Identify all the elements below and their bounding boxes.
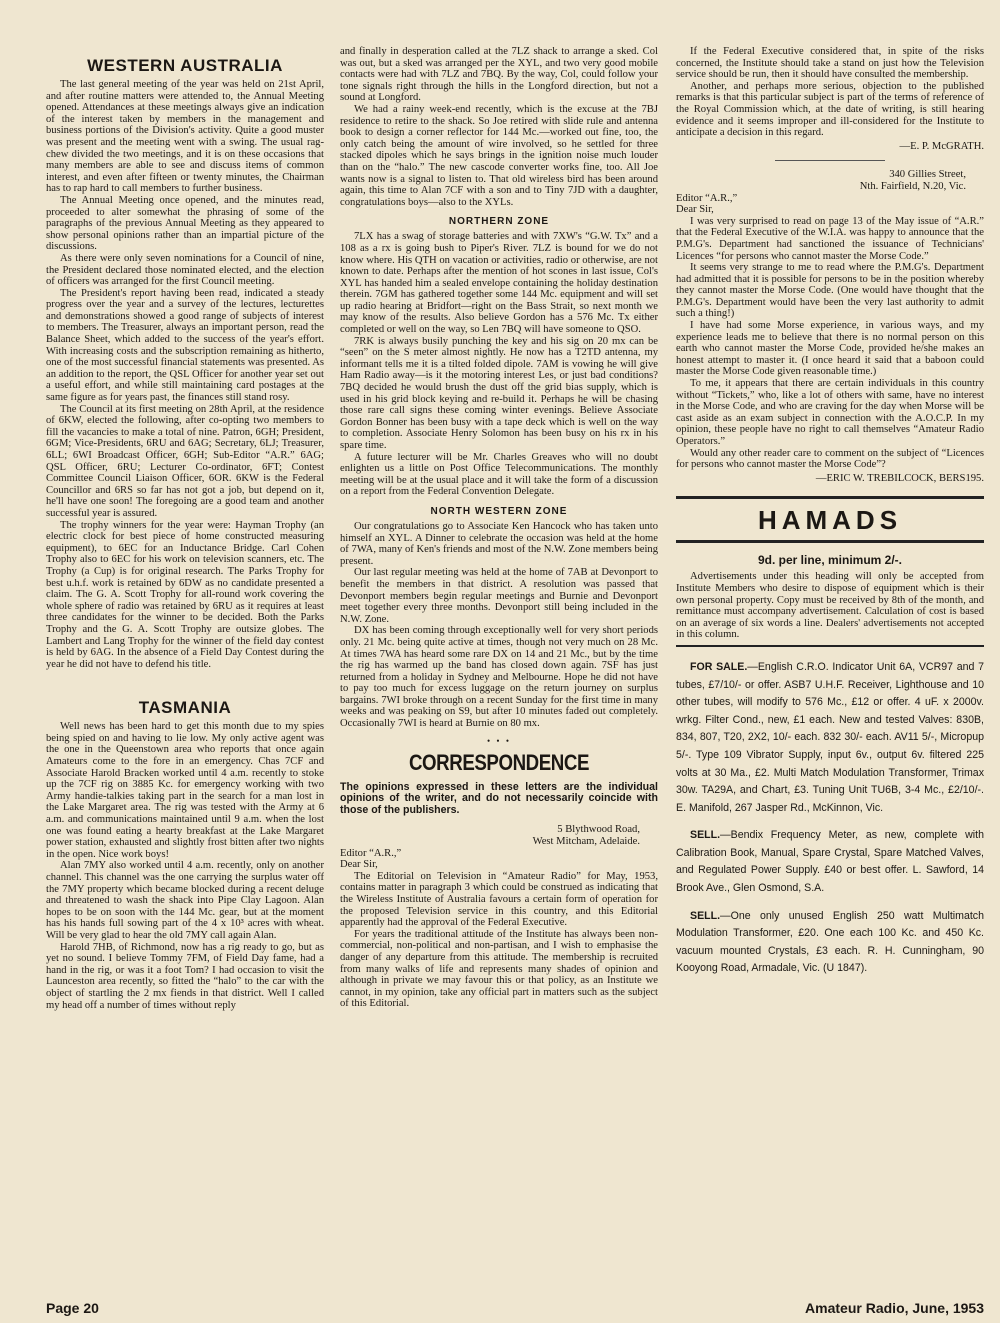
- hamads-intro: Advertisements under this heading will only be accepted from Institute Members who desire to dispose of equipment which is their own personal property. Copy must be received by 8th of the month, and remittance must accompany advertisement. Calculation of cost is based on an average of six words a line. Dealers' advertisements not accepted in this column.: [676, 571, 984, 641]
- letter2-salutation: Editor “A.R.,”: [676, 192, 738, 204]
- ad-lead: SELL.: [690, 829, 721, 842]
- heading-north-western-zone: NORTH WESTERN ZONE: [430, 505, 568, 517]
- ad-text: —Bendix Frequency Meter, as new, complete with Calibration Book, Manual, Spare Crystal, Spare Matched Valves, and Regulated Power Supply. £40 or best offer. L. Sawford, 14 Brook Ave., Glen Osmond, S.A.: [676, 829, 984, 895]
- tas-paragraph: and finally in desperation called at the 7LZ shack to arrange a sked. Col was out, but a sked was arranged per the XYL, and two very good mobile contacts were had with 7LZ and 7BQ. By the way, Col, could follow your tone signals right through the hills in the Longford direction, but not a sound at Longford.: [340, 46, 658, 104]
- ad-text: —English C.R.O. Indicator Unit 6A, VCR97 and 7 tubes, £7/10/- or offer. ASB7 U.H.F. Receiver, Lighthouse and 10 other tubes, will modify to 576 Mc., £12 or offer. 4 uF. x 2000v. wrkg. Filter Cond., new, £1 each. New and tested Valves: 830B, 834, 807, T20, 2X2, 10/- each. 832 30/- each. AV11 5/-, Micropup 5/-. Type 109 Vibrator Supply, input 6v., output 6v. filtered 225 volts at 30 Ma., £2. Multi Match Modulation Transformer, Trimax 30w. TA29A, and Chart, £3. Tuning Unit TU6B, 3-4 Mc., £2/10/-. E. Manifold, 267 Jasper Rd., McKinnon, Vic.: [676, 660, 984, 814]
- wa-paragraph: The trophy winners for the year were: Hayman Trophy (an electric clock for best piece of home constructed measuring equipment), to 6EC for an Inductance Bridge. Carl Cohen Trophy also to 6EC for his work on television scanners, etc. The Trophy (a Cup) is for original research. The Parks Trophy for best u.h.f. work is retained by 6DW as no candidate presented a claim. The G. A. Scott Trophy for all-round work covering the whole sphere of radio was retained by 6RU as it requires at least three candidates for the winner to be decided. Both the Parks Trophy and the G. A. Scott Trophy are outsize globes. The Lambert and Lang Trophy for the winner of the field day contest is held by 6AG. In the absence of a Field Day Contest during the year he did not have to defend his title.: [46, 519, 324, 670]
- heading-western-australia: WESTERN AUSTRALIA: [87, 56, 283, 75]
- classified-ad: [676, 827, 984, 897]
- letter1-salutation: Editor “A.R.,”: [340, 847, 402, 859]
- letter2-address-line2: Nth. Fairfield, N.20, Vic.: [859, 180, 966, 192]
- nz-paragraph: 7LX has a swag of storage batteries and with 7XW's “G.W. Tx” and a 108 as a rx is going bush to Piper's River. 7LZ is bound for we do not know where. His QTH on vacation or activities, radio or otherwise, are not known to date. Perhaps after the mention of hot scones in last issue, Col's XYL has handed him a sealed envelope containing the holiday destination therein. 7GM has gathered together some 144 Mc. equipment and will set up radio hearing at Bridfort—right on the Bass Strait, so next month we may know of the results. Also believe Gordon has a 576 Mc. Tx either completed or well on the way, so Len 7BQ will have someone to QSO.: [340, 231, 658, 336]
- wa-paragraph: The President's report having been read, indicated a steady progress over the year and a survey of the lectures, lecturettes and demonstrations showed a good range of subjects of interest to members. The Treasurer, always an important person, read the Balance Sheet, which added to the success of the year's effort. With increasing costs and the subscription remaining as hitherto, one of the most successful financial statements was presented. As an addition to the report, the QSL Officer for another year set out a useful effort, and while still maintaining card postages at the same figure as for years past, the finances still stand rosy.: [46, 287, 324, 404]
- hamads-rate: 9d. per line, minimum 2/-.: [757, 553, 903, 568]
- letter2-paragraph: I have had some Morse experience, in various ways, and my experience leads me to believe that there is no normal person on this earth who cannot master the Morse Code, provided he/she makes an honest attempt to master it. (I once heard it said that a baboon could master the Morse Code given reasonable time.): [676, 320, 984, 378]
- nz-paragraph: 7RK is always busily punching the key and his sig on 20 mx can be “seen” on the S meter almost nightly. He now has a T2TD antenna, my informant tells me it is a tilted folded dipole. 7AM is vowing he will give Ham Radio away—is it the motoring interest Les, or just bad conditions? 7BQ decided he would brush the dust off the grid bias supply, which is used in his grid block keying and re-build it. Perhaps he will be chasing those rare call signs these coming winter evenings. Believe Associate Gordon Bonner has been busy with a tape deck which is well on the way to completion. Associate Henry Solomon has been busy on his rx in his spare time.: [340, 335, 658, 451]
- hamads-header-box: [676, 496, 984, 543]
- ad-lead: SELL.: [690, 909, 721, 922]
- letter2-dear-sir: Dear Sir,: [676, 204, 714, 216]
- letter1-address-line2: West Mitcham, Adelaide.: [532, 836, 640, 848]
- heading-tasmania: TASMANIA: [138, 698, 232, 718]
- letter-divider: [775, 160, 885, 161]
- column-left: [46, 46, 324, 1290]
- letter2-paragraph: To me, it appears that there are certain individuals in this country without “Tickets,” who, like a lot of others with same, have no interest in the Morse Code, and who are craving for the day when Morse will be cast aside as an exam subject in connection with the A.O.C.P. In my opinion, these people have no right to call themselves “Amateur Radio Operators.”: [676, 378, 984, 447]
- tas-paragraph: Harold 7HB, of Richmond, now has a rig ready to go, but as yet no sound. I believe Tommy 7FM, of Field Day fame, had a hand in the rig, or was it a foot Tom? I had occasion to visit the Launceston area recently, so fitted the “halo” to the car with the object of startling the 2 mx fiends in that district. Well I called my head off a number of times without reply: [46, 941, 324, 1011]
- page-number: Page 20: [46, 1300, 99, 1316]
- tas-paragraph: We had a rainy week-end recently, which is the excuse at the 7BJ residence to retire to the shack. So Joe retired with slide rule and antenna book to design a corner reflector for 144 Mc.—worked out fine, too, the only catch being the amount of wire involved, so he settled for three stacked dipoles which he says brings in the ignition noise much louder than on the “halo.” The new cascode converter works fine, too. All Joe wants now is a signal to listen to. That old wireless bird has been around again, this time to Alan 7CF with a son and to Tiny 7JD with a daughter, congratulations boys—also to the XYLs.: [340, 103, 658, 208]
- heading-northern-zone: NORTHERN ZONE: [448, 216, 550, 228]
- column-middle: [340, 46, 658, 1290]
- ad-lead: FOR SALE.: [690, 660, 748, 673]
- heading-hamads: HAMADS: [757, 505, 903, 536]
- heading-correspondence: CORRESPONDENCE: [408, 749, 590, 775]
- nwz-paragraph: Our last regular meeting was held at the home of 7AB at Devonport to benefit the members in that district. A resolution was passed that Devonport members begin regular meetings and Burnie and Devonport meet together every three months. Devonport still being included in the N.W. Zone.: [340, 567, 658, 625]
- letter2-signature: —ERIC W. TREBILCOCK, BERS195.: [815, 472, 984, 484]
- letter1-paragraph: For years the traditional attitude of the Institute has always been non-commercial, non-political and non-partisan, and I wish to emphasise the danger of any departure from this attitude. The membership is recruited from many walks of life and represents many shades of opinion and although in private we may favour this or that policy, as an Institute we cannot, in my opinion, take any official part in matters such as the subject of this Editorial.: [340, 928, 658, 1010]
- nz-paragraph: A future lecturer will be Mr. Charles Greaves who will no doubt enlighten us a little on Post Office Telecommunications. The monthly meeting will be at the usual place and it will take the form of a discussion on a report from the Federal Convention Delegate.: [340, 451, 658, 498]
- letter1-paragraph: The Editorial on Television in “Amateur Radio” for May, 1953, contains matter in paragraph 3 which could be construed as indicating that the Wireless Institute of Australia favours a certain form of operation for the proposed Television service in this country, and this Editorial apparently had the approval of the Federal Executive.: [340, 870, 658, 929]
- wa-paragraph: The last general meeting of the year was held on 21st April, and after routine matters were attended to, the Annual Meeting opened. Attendances at these meetings always give an indication of the interest taken by members in the management and business portions of the Division's activity. Quite a good muster was present and the meeting went with a swing. The usual rag-chew divided the two meetings, and it is on these occasions that many members are able to see and discuss items of common interest, and even after fifteen or twenty minutes, the Chairman has to rap hard to call members to further business.: [46, 79, 324, 195]
- nwz-paragraph: Our congratulations go to Associate Ken Hancock who has taken unto himself an XYL. A Dinner to celebrate the occasion was held at the home of 7WA, many of Ken's friends and most of the N.W. Zone members being present.: [340, 520, 658, 567]
- wa-paragraph: The Annual Meeting once opened, and the minutes read, proceeded to alter somewhat the phrasing of some of the paragraphs of the previous Annual Meeting as they appeared to show personal opinions rather than an impartial picture of the discussions.: [46, 194, 324, 253]
- hamads-divider: [676, 645, 984, 647]
- wa-paragraph: The Council at its first meeting on 28th April, at the residence of 6KW, elected the following, after co-opting two members to fill the vacancies to make a total of nine. Patron, 6GH; President, 6GM; Vice-Presidents, 6RU and 6AG; Secretary, 6LJ; Treasurer, 6LL; 6WI Broadcast Officer, 6GH; Sub-Editor “A.R.” 6AG; QSL Officer, 6RU; Lecturer Co-ordinator, 6FT; Contest Committee Council Liaison Officer, 6OR. 6KW is the Federal Councillor and 6RS so far has not got a job, but depend on it, he'll have one soon! The foregoing are a good team and another successful year is assured.: [46, 403, 324, 519]
- classified-ad: [676, 659, 984, 817]
- letter1-paragraph: If the Federal Executive considered that, in spite of the risks concerned, the Institute should take a stand on just how the Television service should be run, then it should have consulted the membership.: [676, 46, 984, 81]
- nwz-paragraph: DX has been coming through exceptionally well for very short periods only. 21 Mc. being quite active at times, though not very much on 28 Mc. At times 7WA has heard some rare DX on 14 and 21 Mc., but by the time the rig has warmed up the band has closed down again. 7SF has just returned from a holiday in Sydney and Melbourne. Hope he did not have to pay too much for excess luggage on the return journey on surplus bargains. 7WI broke through on a recent Sunday for the first time in many weeks and was peaking on S9, but after 10 minutes faded out completely. Occasionally 7WI is heard at Burnie on 80 mx.: [340, 625, 658, 730]
- letter2-paragraph: Would any other reader care to comment on the subject of “Licences for persons who cannot master the Morse Code”?: [676, 447, 984, 471]
- letter1-paragraph: Another, and perhaps more serious, objection to the published remarks is that this particular subject is part of the terms of reference of the Royal Commission which, at the date of writing, is still hearing evidence and it seems improper and ill-considered for the Institute to anticipate a decision in this regard.: [676, 80, 984, 139]
- classified-ad: [676, 908, 984, 978]
- ad-text: —One only unused English 250 watt Multimatch Modulation Transformer, £20. One each 100 Kc. and 450 Kc. vacuum mounted Crystals, £3 each. R. H. Cunningham, 90 Kooyong Road, Armadale, Vic. (U 1847).: [676, 909, 984, 975]
- letter2-paragraph: I was very surprised to read on page 13 of the May issue of “A.R.” that the Federal Executive of the W.I.A. was happy to announce that the P.M.G's. Department had sanctioned the issuance of Technicians' Licences “for persons who cannot master the Morse Code.”: [676, 215, 984, 262]
- publication-footer: Amateur Radio, June, 1953: [805, 1300, 984, 1316]
- letter2-paragraph: It seems very strange to me to read where the P.M.G's. Department had admitted that it is possible for persons to be in the position whereby they cannot master the Morse Code. (One would have thought that the P.M.G's. Department would have been the very last authority to admit such a thing!): [676, 262, 984, 320]
- column-right: [676, 46, 984, 1290]
- wa-paragraph: As there were only seven nominations for a Council of nine, the President declared those nominated elected, and the election of officers was arranged for the first Council meeting.: [46, 252, 324, 288]
- tas-paragraph: Well news has been hard to get this month due to my spies being spied on and having to lie low. My only active agent was the one in the Queenstown area who reports that once again Amateurs come to the fore in an emergency. Chas 7CF and Associate Harold Bracken worked until 4 a.m. recently to stoke up the 7CF rig on 3885 Kc. for emergency working with two Army handie-talkies taking part in the search for a man lost in the Lake Margaret area. The rig was tested with the Army at 6 a.m. and communications maintained until 9 a.m. when the lost one was found eating a hearty breakfast at the Lake Margaret power station, exhausted and slightly frost bitten after two nights in the open. Nice work boys!: [46, 721, 324, 860]
- letter1-signature: —E. P. McGRATH.: [899, 140, 984, 152]
- section-end-mark: • • •: [487, 735, 511, 746]
- letter2-address-line1: 340 Gillies Street,: [889, 169, 966, 181]
- letter1-address-line1: 5 Blythwood Road,: [557, 824, 640, 836]
- tas-paragraph: Alan 7MY also worked until 4 a.m. recently, only on another channel. This channel was the one carrying the surplus water off the 7MY property which became blocked during a recent deluge and threatened to wash the shack into Pipe Clay Lagoon. Alan hopes to be on soon with the 144 Mc. gear, but at the moment has his hands full sowing part of the 4 x 10³ acres with wheat. Will be very glad to hear the old 7MY call again Alan.: [46, 860, 324, 941]
- correspondence-disclaimer: The opinions expressed in these letters are the individual opinions of the writer, and do not necessarily coincide with those of the publishers.: [340, 780, 658, 816]
- letter1-dear-sir: Dear Sir,: [340, 859, 378, 871]
